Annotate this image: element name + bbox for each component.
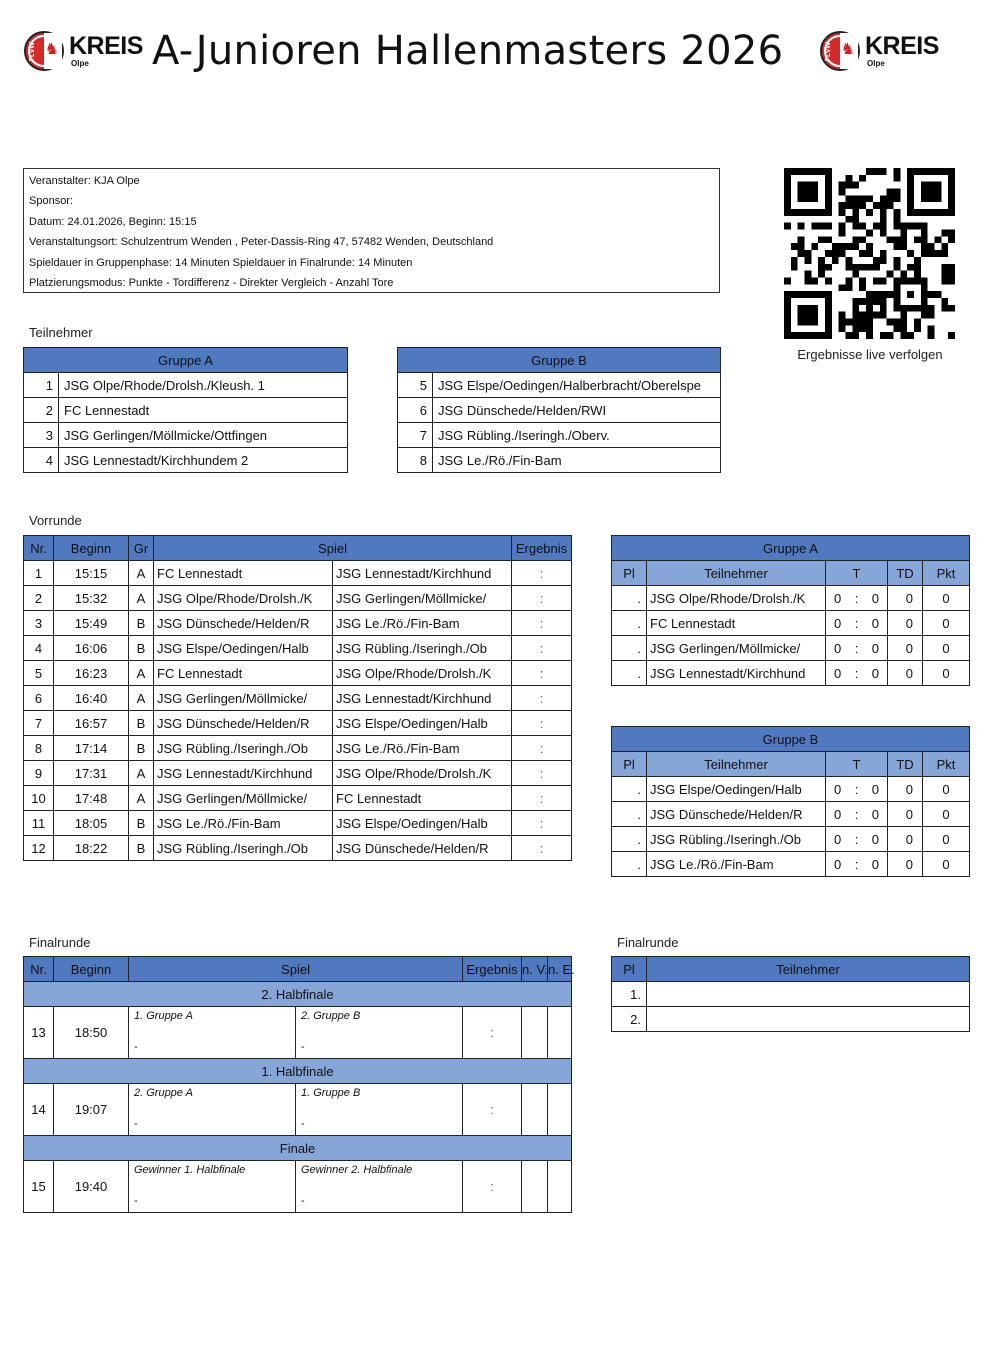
- table-row: [24, 761, 572, 786]
- goals-for: 0: [834, 640, 842, 656]
- table-row: [612, 802, 970, 827]
- col-beginn: Beginn: [54, 536, 129, 561]
- info-organizer: Veranstalter: KJA Olpe: [29, 175, 140, 187]
- goals: [826, 636, 888, 661]
- away-team: -: [301, 1195, 305, 1207]
- table-row: [24, 423, 348, 448]
- standings-group-b-table: [611, 726, 970, 877]
- away-team: JSG Dünschede/Helden/R: [333, 836, 512, 861]
- goals-separator: :: [854, 590, 859, 606]
- away-team: JSG Elspe/Oedingen/Halb: [333, 711, 512, 736]
- final-placement-table: [611, 956, 970, 1032]
- info-venue: Veranstaltungsort: Schulzentrum Wenden , Peter-Dassis-Ring 47, 57482 Wenden, Deutschland: [29, 236, 494, 249]
- participants-group-b-table: [397, 347, 721, 473]
- game-time: 16:40: [54, 686, 129, 711]
- col-nr: Nr.: [24, 536, 54, 561]
- table-row: [612, 636, 970, 661]
- placement: 1.: [612, 982, 647, 1007]
- team-number: 8: [398, 448, 433, 473]
- away-team: JSG Lennestadt/Kirchhund: [333, 561, 512, 586]
- game-number: 7: [24, 711, 54, 736]
- page-title: A-Junioren Hallenmasters 2026: [152, 28, 784, 74]
- section-label-teilnehmer: Teilnehmer: [29, 325, 93, 340]
- goals-separator: :: [854, 831, 859, 847]
- game-result: :: [512, 611, 572, 636]
- team-name: JSG Gerlingen/Möllmicke/: [647, 636, 826, 661]
- goals-separator: :: [854, 615, 859, 631]
- game-result: :: [512, 736, 572, 761]
- game-group: A: [129, 661, 154, 686]
- away-team: JSG Le./Rö./Fin-Bam: [333, 736, 512, 761]
- game-group: B: [129, 611, 154, 636]
- game-number: 8: [24, 736, 54, 761]
- points: 0: [923, 827, 970, 852]
- home-slot-label: 2. Gruppe A: [134, 1087, 193, 1099]
- home-slot-label: Gewinner 1. Halbfinale: [134, 1164, 246, 1176]
- game-result: :: [512, 711, 572, 736]
- group-b-header: Gruppe B: [398, 348, 721, 373]
- section-label-finalrunde: Finalrunde: [29, 935, 91, 950]
- game-group: A: [129, 786, 154, 811]
- section-label-vorrunde: Vorrunde: [29, 513, 82, 528]
- goals: [826, 827, 888, 852]
- team-number: 6: [398, 398, 433, 423]
- game-group: A: [129, 686, 154, 711]
- team-name: JSG Elspe/Oedingen/Halb: [647, 777, 826, 802]
- round-separator: [24, 982, 572, 1007]
- home-team: -: [134, 1195, 138, 1207]
- points: 0: [923, 777, 970, 802]
- team-name: JSG Elspe/Oedingen/Halberbracht/Oberelspe: [433, 373, 721, 398]
- col-t: T: [826, 752, 888, 777]
- goals-for: 0: [834, 856, 842, 872]
- table-row: [24, 586, 572, 611]
- goals-separator: :: [854, 806, 859, 822]
- team-name: JSG Dünschede/Helden/RWI: [433, 398, 721, 423]
- col-pl: Pl: [612, 752, 647, 777]
- logo-name: KREIS: [865, 32, 939, 60]
- game-time: 19:40: [54, 1161, 129, 1213]
- goal-difference: 0: [888, 586, 923, 611]
- team-name: JSG Le./Rö./Fin-Bam: [433, 448, 721, 473]
- points: 0: [923, 852, 970, 877]
- penalty-result: [548, 1084, 572, 1136]
- table-row: [24, 373, 348, 398]
- home-team: JSG Elspe/Oedingen/Halb: [154, 636, 333, 661]
- logo-name: KREIS: [69, 32, 143, 60]
- game-group: B: [129, 736, 154, 761]
- game-number: 6: [24, 686, 54, 711]
- game-time: 18:50: [54, 1007, 129, 1059]
- away-team: FC Lennestadt: [333, 786, 512, 811]
- goals-against: 0: [871, 615, 879, 631]
- placement-team: [647, 1007, 970, 1032]
- game-number: 5: [24, 661, 54, 686]
- team-name: FC Lennestadt: [59, 398, 348, 423]
- penalty-result: [548, 1007, 572, 1059]
- goals-for: 0: [834, 590, 842, 606]
- home-slot-label: 1. Gruppe A: [134, 1010, 193, 1022]
- col-td: TD: [888, 561, 923, 586]
- placement: .: [612, 777, 647, 802]
- kreis-olpe-logo-right: [820, 29, 939, 73]
- game-result: :: [512, 661, 572, 686]
- table-row: [24, 1084, 572, 1136]
- game-result: :: [512, 811, 572, 836]
- home-slot: [129, 1084, 296, 1136]
- standings-group-b-title: Gruppe B: [612, 727, 970, 752]
- qr-caption: Ergebnisse live verfolgen: [797, 347, 943, 362]
- goals-against: 0: [871, 806, 879, 822]
- col-nach-verlaengerung: n. V.: [522, 957, 548, 982]
- goals: [826, 586, 888, 611]
- team-name: JSG Dünschede/Helden/R: [647, 802, 826, 827]
- away-team: JSG Olpe/Rhode/Drolsh./K: [333, 761, 512, 786]
- away-team: -: [301, 1041, 305, 1053]
- info-duration: Spieldauer in Gruppenphase: 14 Minuten Spieldauer in Finalrunde: 14 Minuten: [29, 256, 413, 269]
- standings-group-a-table: [611, 535, 970, 686]
- game-time: 17:14: [54, 736, 129, 761]
- table-row: [24, 611, 572, 636]
- flvw-horse-icon: FLVW ♞: [24, 31, 64, 71]
- team-name: JSG Olpe/Rhode/Drolsh./Kleush. 1: [59, 373, 348, 398]
- team-name: JSG Olpe/Rhode/Drolsh./K: [647, 586, 826, 611]
- placement: .: [612, 802, 647, 827]
- game-result: :: [463, 1007, 522, 1059]
- overtime-result: [522, 1084, 548, 1136]
- col-ergebnis: Ergebnis: [512, 536, 572, 561]
- table-row: [398, 398, 721, 423]
- goals-separator: :: [854, 640, 859, 656]
- team-name: JSG Gerlingen/Möllmicke/Ottfingen: [59, 423, 348, 448]
- table-row: [398, 448, 721, 473]
- final-round-schedule-table: [23, 956, 575, 1213]
- qr-code-icon[interactable]: [784, 168, 955, 339]
- game-time: 18:05: [54, 811, 129, 836]
- table-row: [24, 561, 572, 586]
- table-row: [612, 982, 970, 1007]
- game-time: 16:23: [54, 661, 129, 686]
- home-team: JSG Dünschede/Helden/R: [154, 711, 333, 736]
- goal-difference: 0: [888, 661, 923, 686]
- team-number: 7: [398, 423, 433, 448]
- game-group: B: [129, 636, 154, 661]
- game-time: 17:48: [54, 786, 129, 811]
- logo-sub: Olpe: [71, 59, 89, 68]
- team-name: FC Lennestadt: [647, 611, 826, 636]
- away-team: JSG Olpe/Rhode/Drolsh./K: [333, 661, 512, 686]
- col-pl: Pl: [612, 561, 647, 586]
- home-team: JSG Olpe/Rhode/Drolsh./K: [154, 586, 333, 611]
- game-result: :: [463, 1084, 522, 1136]
- goals-for: 0: [834, 615, 842, 631]
- info-date: Datum: 24.01.2026, Beginn: 15:15: [29, 215, 197, 228]
- goals: [826, 661, 888, 686]
- game-number: 12: [24, 836, 54, 861]
- home-team: -: [134, 1041, 138, 1053]
- round-title: 2. Halbfinale: [24, 982, 572, 1007]
- team-number: 3: [24, 423, 59, 448]
- game-result: :: [512, 761, 572, 786]
- game-time: 15:32: [54, 586, 129, 611]
- team-name: JSG Le./Rö./Fin-Bam: [647, 852, 826, 877]
- game-number: 11: [24, 811, 54, 836]
- game-number: 1: [24, 561, 54, 586]
- team-number: 1: [24, 373, 59, 398]
- goal-difference: 0: [888, 611, 923, 636]
- col-td: TD: [888, 752, 923, 777]
- goals-for: 0: [834, 831, 842, 847]
- game-group: B: [129, 836, 154, 861]
- goal-difference: 0: [888, 802, 923, 827]
- goals-for: 0: [834, 806, 842, 822]
- goals-against: 0: [871, 781, 879, 797]
- home-team: JSG Dünschede/Helden/R: [154, 611, 333, 636]
- placement: .: [612, 586, 647, 611]
- table-row: [24, 736, 572, 761]
- home-slot: [129, 1007, 296, 1059]
- col-spiel: Spiel: [154, 536, 512, 561]
- goals-against: 0: [871, 590, 879, 606]
- away-slot: [296, 1161, 463, 1213]
- game-time: 17:31: [54, 761, 129, 786]
- home-team: JSG Gerlingen/Möllmicke/: [154, 786, 333, 811]
- goals-for: 0: [834, 781, 842, 797]
- placement-team: [647, 982, 970, 1007]
- game-result: :: [512, 561, 572, 586]
- table-row: [612, 586, 970, 611]
- game-number: 15: [24, 1161, 54, 1213]
- game-group: A: [129, 561, 154, 586]
- team-name: JSG Rübling./Iseringh./Oberv.: [433, 423, 721, 448]
- placement: .: [612, 611, 647, 636]
- game-group: A: [129, 586, 154, 611]
- game-group: A: [129, 761, 154, 786]
- round-separator: [24, 1059, 572, 1084]
- away-team: JSG Rübling./Iseringh./Ob: [333, 636, 512, 661]
- game-result: :: [512, 586, 572, 611]
- goal-difference: 0: [888, 852, 923, 877]
- table-row: [24, 811, 572, 836]
- away-slot: [296, 1084, 463, 1136]
- table-row: [612, 611, 970, 636]
- goals-separator: :: [854, 665, 859, 681]
- placement: 2.: [612, 1007, 647, 1032]
- game-group: B: [129, 711, 154, 736]
- goals-for: 0: [834, 665, 842, 681]
- team-name: JSG Rübling./Iseringh./Ob: [647, 827, 826, 852]
- home-team: FC Lennestadt: [154, 561, 333, 586]
- goals-against: 0: [871, 665, 879, 681]
- col-beginn: Beginn: [54, 957, 129, 982]
- placement: .: [612, 636, 647, 661]
- table-row: [24, 786, 572, 811]
- away-team: JSG Elspe/Oedingen/Halb: [333, 811, 512, 836]
- game-number: 13: [24, 1007, 54, 1059]
- game-result: :: [512, 686, 572, 711]
- col-teilnehmer: Teilnehmer: [647, 561, 826, 586]
- table-row: [24, 661, 572, 686]
- points: 0: [923, 661, 970, 686]
- goals-against: 0: [871, 831, 879, 847]
- col-pkt: Pkt: [923, 752, 970, 777]
- col-nach-elfmeter: n. E.: [548, 957, 572, 982]
- goals-separator: :: [854, 856, 859, 872]
- goals: [826, 852, 888, 877]
- away-team: JSG Le./Rö./Fin-Bam: [333, 611, 512, 636]
- home-team: JSG Lennestadt/Kirchhund: [154, 761, 333, 786]
- game-time: 18:22: [54, 836, 129, 861]
- game-time: 15:49: [54, 611, 129, 636]
- penalty-result: [548, 1161, 572, 1213]
- game-number: 10: [24, 786, 54, 811]
- team-number: 5: [398, 373, 433, 398]
- home-team: -: [134, 1118, 138, 1130]
- group-stage-schedule-table: [23, 535, 572, 861]
- goals: [826, 611, 888, 636]
- table-row: [24, 448, 348, 473]
- goal-difference: 0: [888, 827, 923, 852]
- points: 0: [923, 636, 970, 661]
- goal-difference: 0: [888, 777, 923, 802]
- overtime-result: [522, 1007, 548, 1059]
- round-title: Finale: [24, 1136, 572, 1161]
- col-pkt: Pkt: [923, 561, 970, 586]
- game-time: 19:07: [54, 1084, 129, 1136]
- points: 0: [923, 586, 970, 611]
- home-team: FC Lennestadt: [154, 661, 333, 686]
- placement: .: [612, 827, 647, 852]
- table-row: [612, 852, 970, 877]
- game-result: :: [463, 1161, 522, 1213]
- game-group: B: [129, 811, 154, 836]
- info-ranking-mode: Platzierungsmodus: Punkte - Tordifferenz - Direkter Vergleich - Anzahl Tore: [29, 276, 394, 289]
- table-row: [24, 1007, 572, 1059]
- overtime-result: [522, 1161, 548, 1213]
- col-t: T: [826, 561, 888, 586]
- table-row: [612, 777, 970, 802]
- placement: .: [612, 852, 647, 877]
- away-team: JSG Gerlingen/Möllmicke/: [333, 586, 512, 611]
- round-title: 1. Halbfinale: [24, 1059, 572, 1084]
- away-slot: [296, 1007, 463, 1059]
- col-teilnehmer: Teilnehmer: [647, 752, 826, 777]
- away-team: JSG Lennestadt/Kirchhund: [333, 686, 512, 711]
- game-time: 16:57: [54, 711, 129, 736]
- team-number: 4: [24, 448, 59, 473]
- round-separator: [24, 1136, 572, 1161]
- placement: .: [612, 661, 647, 686]
- table-row: [24, 836, 572, 861]
- game-number: 9: [24, 761, 54, 786]
- goals-against: 0: [871, 640, 879, 656]
- game-result: :: [512, 786, 572, 811]
- away-team: -: [301, 1118, 305, 1130]
- col-ergebnis: Ergebnis: [463, 957, 522, 982]
- game-number: 4: [24, 636, 54, 661]
- home-team: JSG Rübling./Iseringh./Ob: [154, 736, 333, 761]
- game-time: 16:06: [54, 636, 129, 661]
- col-nr: Nr.: [24, 957, 54, 982]
- points: 0: [923, 611, 970, 636]
- away-slot-label: Gewinner 2. Halbfinale: [301, 1164, 413, 1176]
- goals-against: 0: [871, 856, 879, 872]
- home-team: JSG Gerlingen/Möllmicke/: [154, 686, 333, 711]
- col-teilnehmer: Teilnehmer: [647, 957, 970, 982]
- col-spiel: Spiel: [129, 957, 463, 982]
- table-row: [24, 711, 572, 736]
- team-name: JSG Lennestadt/Kirchhundem 2: [59, 448, 348, 473]
- goal-difference: 0: [888, 636, 923, 661]
- section-label-finalrunde-placement: Finalrunde: [617, 935, 679, 950]
- game-result: :: [512, 836, 572, 861]
- event-info-box: [23, 168, 720, 293]
- game-number: 3: [24, 611, 54, 636]
- points: 0: [923, 802, 970, 827]
- info-sponsor: Sponsor:: [29, 195, 74, 208]
- table-row: [398, 423, 721, 448]
- standings-group-a-title: Gruppe A: [612, 536, 970, 561]
- game-time: 15:15: [54, 561, 129, 586]
- table-row: [24, 398, 348, 423]
- table-row: [612, 827, 970, 852]
- participants-group-a-table: [23, 347, 348, 473]
- home-team: JSG Rübling./Iseringh./Ob: [154, 836, 333, 861]
- table-row: [612, 1007, 970, 1032]
- flvw-horse-icon: FLVW ♞: [820, 31, 860, 71]
- group-a-header: Gruppe A: [24, 348, 348, 373]
- team-name: JSG Lennestadt/Kirchhund: [647, 661, 826, 686]
- logo-sub: Olpe: [867, 59, 885, 68]
- col-gr: Gr: [129, 536, 154, 561]
- col-pl: Pl: [612, 957, 647, 982]
- table-row: [24, 636, 572, 661]
- game-result: :: [512, 636, 572, 661]
- home-slot: [129, 1161, 296, 1213]
- table-row: [612, 661, 970, 686]
- game-number: 2: [24, 586, 54, 611]
- goals: [826, 802, 888, 827]
- table-row: [24, 1161, 572, 1213]
- team-number: 2: [24, 398, 59, 423]
- kreis-olpe-logo-left: [24, 29, 143, 73]
- table-row: [398, 373, 721, 398]
- goals-separator: :: [854, 781, 859, 797]
- away-slot-label: 1. Gruppe B: [301, 1087, 361, 1099]
- table-row: [24, 686, 572, 711]
- home-team: JSG Le./Rö./Fin-Bam: [154, 811, 333, 836]
- goals: [826, 777, 888, 802]
- away-slot-label: 2. Gruppe B: [301, 1010, 361, 1022]
- game-number: 14: [24, 1084, 54, 1136]
